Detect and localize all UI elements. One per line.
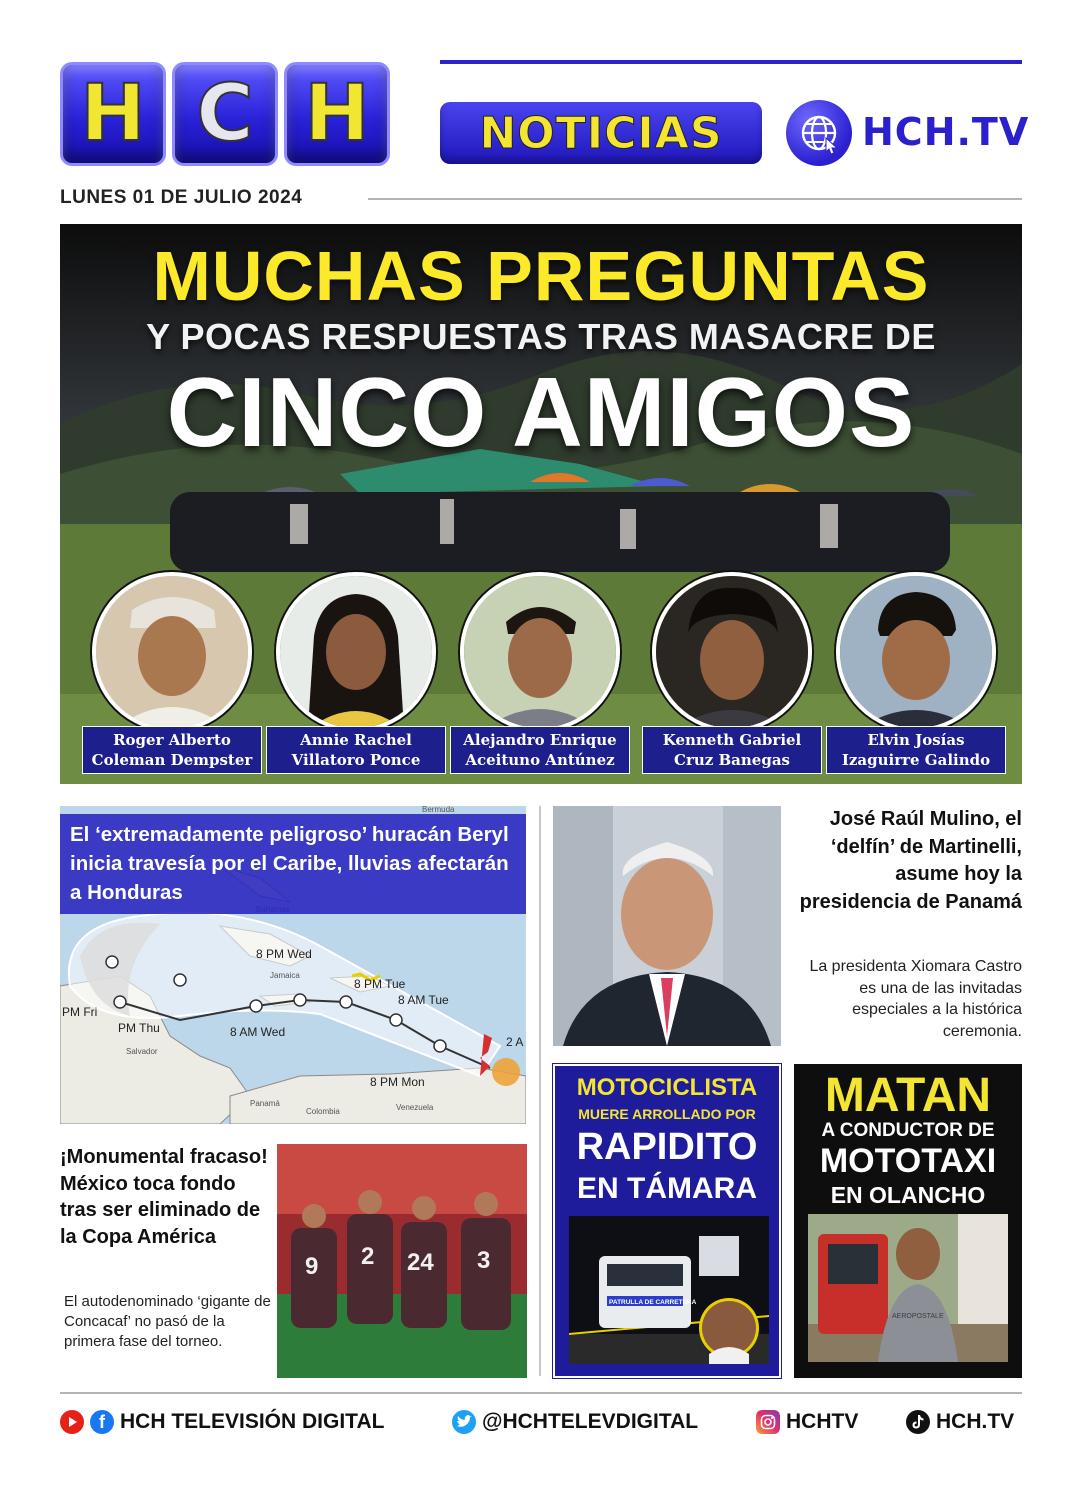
- map-label-8pm-tue: 8 PM Tue: [354, 977, 406, 991]
- brief-matan-line2: A CONDUCTOR DE: [821, 1120, 995, 1141]
- map-label-8pm-mon: 8 PM Mon: [370, 1075, 425, 1089]
- twitter-icon[interactable]: [452, 1410, 476, 1434]
- header-rule: [440, 60, 1022, 64]
- hurricane-headline-banner: [60, 814, 526, 914]
- map-label-2am: 2 A: [506, 1035, 524, 1049]
- instagram-icon[interactable]: [756, 1410, 780, 1434]
- column-divider: [539, 806, 541, 1376]
- hero-story[interactable]: [60, 224, 1022, 784]
- victim-nameplate: Roger Alberto Coleman Dempster: [82, 726, 262, 774]
- map-label-8am-wed: 8 AM Wed: [230, 1025, 286, 1039]
- victim-portrait: [92, 572, 252, 732]
- map-label-venezuela: Venezuela: [396, 1103, 434, 1112]
- date-rule: [368, 198, 1022, 200]
- site-link[interactable]: HCH.TV: [862, 110, 1030, 154]
- victim-portrait: [276, 572, 436, 732]
- mulino-headline[interactable]: José Raúl Mulino, el ‘delfín’ de Martinelli, asume hoy la presidencia de Panamá: [799, 808, 1022, 913]
- issue-date: LUNES 01 DE JULIO 2024: [60, 187, 303, 208]
- mototaxi-driver-photo: [808, 1214, 1008, 1362]
- shirt-print: AEROPOSTALE: [892, 1313, 944, 1320]
- victim-nameplate: Elvin Josías Izaguirre Galindo: [826, 726, 1006, 774]
- hurricane-story[interactable]: [60, 806, 526, 1124]
- jersey-number: 9: [305, 1253, 319, 1280]
- globe-cursor-icon[interactable]: [786, 100, 852, 166]
- map-label-fri: PM Fri: [62, 1005, 98, 1019]
- patrol-truck-photo: [569, 1216, 769, 1364]
- brief-moto-line2: MUERE ARROLLADO POR: [578, 1106, 756, 1122]
- mulino-summary: La presidenta Xiomara Castro es una de las invitadas especiales a la histórica ceremonia.: [809, 958, 1022, 1040]
- logo-tile: H: [60, 62, 166, 166]
- tiktok-icon[interactable]: [906, 1410, 930, 1434]
- footer-facebook-handle[interactable]: HCH TELEVISIÓN DIGITAL: [120, 1410, 385, 1433]
- map-label-thu: PM Thu: [118, 1021, 160, 1035]
- map-label-bermuda: Bermuda: [422, 806, 455, 814]
- hero-headline-main: MUCHAS PREGUNTAS: [152, 237, 930, 315]
- map-label-salvador: Salvador: [126, 1047, 158, 1056]
- victim-nameplate: Alejandro Enrique Aceituno Antúnez: [450, 726, 630, 774]
- jersey-number: 24: [407, 1249, 434, 1276]
- jersey-number: 2: [361, 1243, 375, 1270]
- footer-twitter-handle[interactable]: @HCHTELEVDIGITAL: [482, 1410, 699, 1433]
- footer-instagram-handle[interactable]: HCHTV: [786, 1410, 859, 1433]
- mexico-summary: El autodenominado ‘gigante de Concacaf’ no pasó de la primera fase del torneo.: [64, 1293, 271, 1350]
- map-label-panama: Panamá: [250, 1099, 280, 1108]
- brief-motociclista[interactable]: [553, 1064, 781, 1378]
- facebook-icon[interactable]: f: [90, 1410, 114, 1434]
- map-label-colombia: Colombia: [306, 1107, 340, 1116]
- footer-twitter[interactable]: [452, 1406, 698, 1438]
- patrol-truck-label: PATRULLA DE CARRETERA: [609, 1299, 697, 1306]
- victim-portrait: [460, 572, 620, 732]
- footer-rule: [60, 1392, 1022, 1394]
- hero-headline-sub: Y POCAS RESPUESTAS TRAS MASACRE DE: [146, 316, 936, 357]
- brief-matan[interactable]: [794, 1064, 1022, 1378]
- brief-matan-line1: MATAN: [824, 1069, 992, 1122]
- footer-tiktok[interactable]: [906, 1406, 1014, 1438]
- victim-nameplate: Kenneth Gabriel Cruz Banegas: [642, 726, 822, 774]
- map-label-8am-tue: 8 AM Tue: [398, 993, 449, 1007]
- victim-portrait: [652, 572, 812, 732]
- brief-matan-line3: MOTOTAXI: [819, 1142, 997, 1180]
- mexico-headline[interactable]: ¡Monumental fracaso! México toca fondo tras ser eliminado de la Copa América: [60, 1146, 268, 1248]
- hch-logo: [60, 62, 390, 166]
- jersey-number: 3: [477, 1247, 491, 1274]
- footer-tiktok-handle[interactable]: HCH.TV: [936, 1410, 1015, 1433]
- map-label-8pm-wed: 8 PM Wed: [256, 947, 312, 961]
- victim-portrait: [836, 572, 996, 732]
- logo-tile: H: [284, 62, 390, 166]
- youtube-icon[interactable]: [60, 1410, 84, 1434]
- footer-facebook-youtube[interactable]: [60, 1406, 384, 1438]
- brief-matan-line4: EN OLANCHO: [830, 1182, 986, 1208]
- brief-moto-line4: EN TÁMARA: [577, 1172, 757, 1205]
- hero-headline-large: CINCO AMIGOS: [166, 357, 916, 467]
- footer-instagram[interactable]: [756, 1406, 858, 1438]
- logo-tile: C: [172, 62, 278, 166]
- brief-moto-line1: MOTOCICLISTA: [576, 1074, 758, 1101]
- mulino-photo: [553, 806, 781, 1046]
- brief-moto-line3: RAPIDITO: [576, 1126, 758, 1168]
- mexico-team-photo: [277, 1144, 527, 1378]
- section-badge: NOTICIAS: [440, 102, 762, 164]
- hurricane-headline[interactable]: El ‘extremadamente peligroso’ huracán Beryl inicia travesía por el Caribe, lluvias afectarán a Honduras: [70, 823, 509, 904]
- victim-nameplate: Annie Rachel Villatoro Ponce: [266, 726, 446, 774]
- map-label-jamaica: Jamaica: [270, 971, 300, 980]
